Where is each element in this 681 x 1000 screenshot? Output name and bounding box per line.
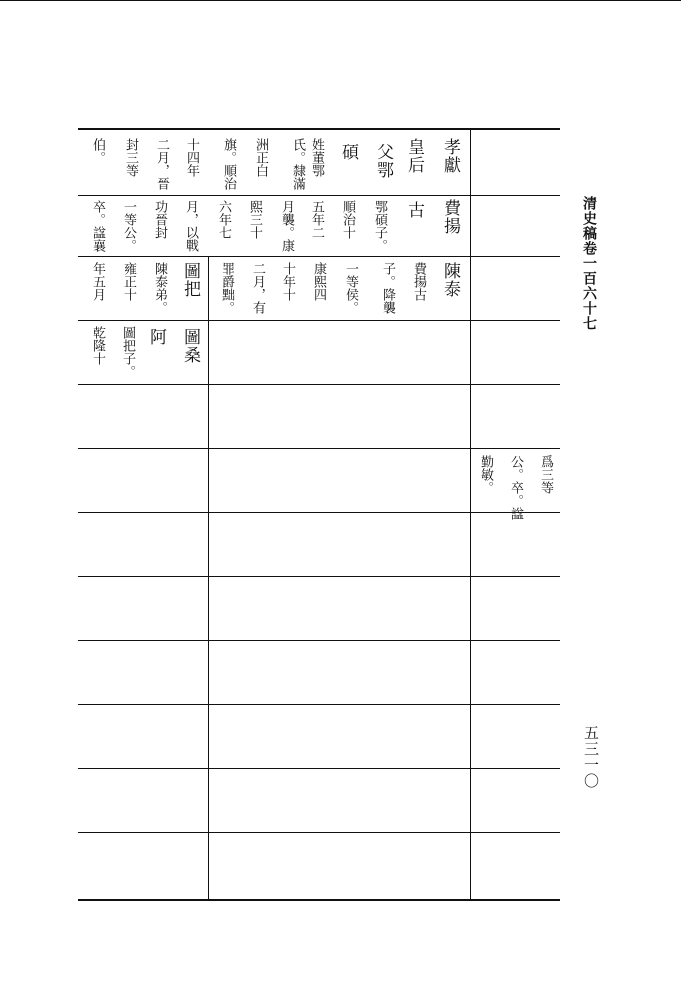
entry-name: 阿 xyxy=(146,328,166,346)
entry-text: 一等侯。 xyxy=(343,262,358,314)
entry-text: 二月，有 xyxy=(250,262,265,314)
row-rule xyxy=(78,576,560,577)
page-number: 五三一〇 xyxy=(582,725,600,789)
entry-text: 年五月 xyxy=(90,262,105,301)
entry-text: 氏。隸滿 xyxy=(290,138,305,190)
entry-text: 洲正白 xyxy=(253,138,268,177)
row-rule xyxy=(78,195,560,196)
entry-text: 姓董鄂 xyxy=(309,138,324,177)
entry-text: 熙三十 xyxy=(247,200,262,239)
entry-name: 圖把 xyxy=(180,262,200,298)
entry-text: 乾隆十 xyxy=(90,326,105,365)
row-rule xyxy=(78,640,560,641)
table-bottom-rule xyxy=(78,899,560,901)
entry-name: 皇后 xyxy=(404,138,424,174)
entry-text: 順治十 xyxy=(340,200,355,239)
entry-name: 碩 xyxy=(338,143,358,161)
entry-name: 陳泰 xyxy=(440,262,460,298)
table-top-rule xyxy=(78,128,560,130)
entry-text: 卒。諡襄 xyxy=(90,200,105,252)
entry-text: 罪爵黜。 xyxy=(219,262,234,314)
entry-name: 圖桑 xyxy=(180,328,200,364)
entry-text: 圖把子。 xyxy=(120,326,135,378)
entry-text: 爲三等 xyxy=(538,455,553,494)
row-rule xyxy=(78,832,560,833)
top-border xyxy=(0,0,681,1)
entry-text: 旗。順治 xyxy=(221,138,236,190)
row-rule xyxy=(78,768,560,769)
entry-text: 公。卒。諡 xyxy=(508,455,523,520)
entry-text: 勤敏。 xyxy=(478,455,493,494)
entry-text: 陳泰弟。 xyxy=(152,262,167,314)
row-rule xyxy=(78,704,560,705)
entry-text: 康熙四 xyxy=(311,262,326,301)
entry-name: 古 xyxy=(404,201,424,219)
entry-name: 孝獻 xyxy=(440,138,460,174)
entry-text: 十年十 xyxy=(280,262,295,301)
entry-text: 二月，晉 xyxy=(154,138,169,190)
running-title: 清史稿卷一百六十七 xyxy=(581,196,597,331)
entry-text: 一等公。 xyxy=(121,200,136,252)
entry-text: 鄂碩子。 xyxy=(372,200,387,252)
column-rule xyxy=(470,128,471,900)
entry-text: 十四年 xyxy=(184,138,199,177)
entry-text: 月，以戰 xyxy=(183,200,198,252)
entry-text: 五年二 xyxy=(309,200,324,239)
entry-text: 子。降襲 xyxy=(380,262,395,314)
entry-text: 六年七 xyxy=(216,200,231,239)
column-rule xyxy=(208,256,209,900)
row-rule xyxy=(78,320,560,321)
row-rule xyxy=(78,512,560,513)
entry-text: 雍正十 xyxy=(121,262,136,301)
row-rule xyxy=(78,256,560,257)
entry-name: 費揚 xyxy=(440,199,460,235)
entry-text: 功晉封 xyxy=(152,200,167,239)
entry-text: 費揚古 xyxy=(411,262,426,301)
entry-text: 封三等 xyxy=(123,138,138,177)
entry-name: 父鄂 xyxy=(373,143,393,179)
row-rule xyxy=(78,384,560,385)
entry-text: 伯。 xyxy=(90,138,105,164)
entry-text: 月襲。康 xyxy=(279,200,294,252)
row-rule xyxy=(78,448,560,449)
